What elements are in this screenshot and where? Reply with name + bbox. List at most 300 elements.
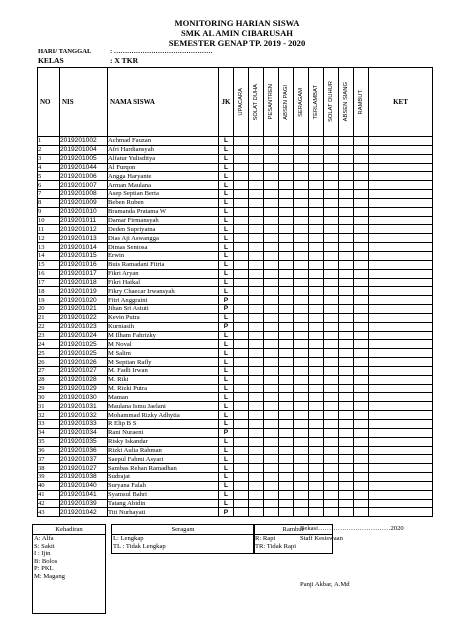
cell-check [309, 349, 324, 358]
legend-kehadiran [32, 524, 106, 614]
cell-jk: P [219, 305, 234, 314]
legend-item: P: PKL [34, 565, 54, 573]
cell-nis: 2019201017 [60, 269, 108, 278]
cell-check [234, 260, 249, 269]
cell-check [324, 402, 339, 411]
cell-check [249, 287, 264, 296]
cell-check [339, 198, 354, 207]
cell-name: M Salim [108, 349, 219, 358]
cell-ket [369, 331, 433, 340]
cell-check [309, 234, 324, 243]
cell-nis: 2019201018 [60, 278, 108, 287]
cell-check [339, 428, 354, 437]
cell-ket [369, 322, 433, 331]
cell-check [294, 473, 309, 482]
cell-check [354, 234, 369, 243]
cell-check [279, 278, 294, 287]
cell-check [324, 375, 339, 384]
date-row [38, 48, 213, 55]
cell-check [249, 278, 264, 287]
cell-name: Suryana Falah [108, 481, 219, 490]
cell-name: Damar Firmansyah [108, 216, 219, 225]
cell-check [249, 428, 264, 437]
cell-check [339, 455, 354, 464]
cell-name: Fikry Chaecar Irwansyah [108, 287, 219, 296]
cell-check [234, 216, 249, 225]
cell-check [249, 358, 264, 367]
cell-check [354, 137, 369, 146]
cell-name: Kurniasih [108, 322, 219, 331]
cell-check [294, 420, 309, 429]
cell-name: Deden Supriyatna [108, 225, 219, 234]
cell-check [279, 393, 294, 402]
cell-no: 2 [38, 145, 60, 154]
cell-check [354, 349, 369, 358]
cell-nis: 2019201007 [60, 181, 108, 190]
cell-check [339, 375, 354, 384]
cell-check [279, 464, 294, 473]
table-row [38, 198, 433, 207]
cell-check [354, 190, 369, 199]
cell-no: 8 [38, 198, 60, 207]
cell-check [294, 234, 309, 243]
cell-check [309, 163, 324, 172]
cell-ket [369, 366, 433, 375]
cell-check [309, 428, 324, 437]
cell-check [309, 260, 324, 269]
cell-check [264, 154, 279, 163]
cell-check [249, 331, 264, 340]
cell-name: Tatang Abidin [108, 499, 219, 508]
cell-check [339, 278, 354, 287]
cell-check [264, 402, 279, 411]
cell-check [339, 243, 354, 252]
cell-ket [369, 260, 433, 269]
cell-check [339, 384, 354, 393]
cell-check [294, 499, 309, 508]
cell-check [324, 464, 339, 473]
cell-ket [369, 181, 433, 190]
cell-check [279, 366, 294, 375]
cell-nis: 2019201039 [60, 499, 108, 508]
cell-no: 12 [38, 234, 60, 243]
cell-check [354, 384, 369, 393]
cell-check [264, 322, 279, 331]
cell-check [249, 446, 264, 455]
cell-check [279, 181, 294, 190]
cell-check [339, 437, 354, 446]
cell-check [354, 340, 369, 349]
cell-nis: 2019201035 [60, 437, 108, 446]
cell-check [294, 358, 309, 367]
cell-check [234, 464, 249, 473]
cell-check [324, 358, 339, 367]
cell-check [339, 287, 354, 296]
table-row [38, 251, 433, 260]
cell-check [234, 269, 249, 278]
cell-check [324, 340, 339, 349]
cell-no: 17 [38, 278, 60, 287]
cell-no: 27 [38, 366, 60, 375]
cell-jk: L [219, 145, 234, 154]
cell-check [309, 366, 324, 375]
legend-item: TR: Tidak Rapi [255, 542, 297, 550]
cell-ket [369, 243, 433, 252]
cell-jk: L [219, 499, 234, 508]
cell-check [354, 437, 369, 446]
cell-check [354, 278, 369, 287]
cell-check [264, 234, 279, 243]
cell-check [279, 437, 294, 446]
cell-check [249, 163, 264, 172]
cell-name: Mohammad Rizky Adhytia [108, 411, 219, 420]
table-row [38, 481, 433, 490]
cell-check [324, 198, 339, 207]
sign-role: Staff Kesiswaan [300, 535, 343, 542]
cell-jk: L [219, 358, 234, 367]
cell-no: 22 [38, 322, 60, 331]
cell-ket [369, 163, 433, 172]
cell-jk: L [219, 349, 234, 358]
col-header-solat-duha-label: SOLAT DUHA [253, 83, 259, 121]
cell-name: Risky Iskandar [108, 437, 219, 446]
cell-nis: 2019201016 [60, 260, 108, 269]
cell-check [279, 243, 294, 252]
table-row [38, 499, 433, 508]
cell-check [309, 322, 324, 331]
cell-check [234, 402, 249, 411]
cell-check [264, 172, 279, 181]
cell-nis: 2019201024 [60, 331, 108, 340]
cell-check [339, 420, 354, 429]
cell-check [354, 207, 369, 216]
cell-check [324, 499, 339, 508]
cell-jk: L [219, 278, 234, 287]
cell-name: Fitri Anggraini [108, 296, 219, 305]
cell-name: Syamsul Bahri [108, 490, 219, 499]
cell-name: M. Riki [108, 375, 219, 384]
cell-check [264, 508, 279, 517]
cell-check [354, 331, 369, 340]
cell-check [309, 455, 324, 464]
col-header-absen-siang-label: ABSEN SIANG [343, 82, 349, 122]
cell-check [339, 260, 354, 269]
cell-check [234, 322, 249, 331]
cell-ket [369, 225, 433, 234]
cell-check [294, 154, 309, 163]
cell-check [324, 428, 339, 437]
cell-nis: 2019201041 [60, 490, 108, 499]
legend-item: S: Sakit [34, 542, 55, 550]
cell-no: 11 [38, 225, 60, 234]
cell-check [294, 446, 309, 455]
cell-name: Jihan Sri Astuti [108, 305, 219, 314]
cell-check [249, 198, 264, 207]
cell-check [279, 251, 294, 260]
cell-ket [369, 481, 433, 490]
cell-check [309, 464, 324, 473]
cell-check [294, 287, 309, 296]
cell-ket [369, 428, 433, 437]
cell-check [264, 198, 279, 207]
cell-check [354, 313, 369, 322]
cell-check [294, 207, 309, 216]
cell-check [264, 305, 279, 314]
cell-check [264, 181, 279, 190]
cell-no: 3 [38, 154, 60, 163]
cell-check [324, 349, 339, 358]
col-header-rambut-label: RAMBUT [358, 89, 364, 115]
cell-check [294, 331, 309, 340]
cell-nis: 2019201033 [60, 420, 108, 429]
cell-check [324, 305, 339, 314]
cell-no: 10 [38, 216, 60, 225]
cell-name: Maulana Ismu Jaelani [108, 402, 219, 411]
cell-check [279, 384, 294, 393]
cell-check [324, 455, 339, 464]
cell-jk: L [219, 455, 234, 464]
cell-no: 32 [38, 411, 60, 420]
legend-panel [32, 524, 302, 614]
cell-nis: 2019201031 [60, 402, 108, 411]
class-row [38, 56, 138, 65]
cell-jk: L [219, 234, 234, 243]
cell-check [234, 154, 249, 163]
cell-nis: 2019201005 [60, 154, 108, 163]
cell-check [279, 375, 294, 384]
cell-ket [369, 464, 433, 473]
cell-no: 28 [38, 375, 60, 384]
cell-check [354, 428, 369, 437]
cell-ket [369, 375, 433, 384]
cell-no: 40 [38, 481, 60, 490]
cell-no: 23 [38, 331, 60, 340]
cell-check [309, 313, 324, 322]
cell-name: Achmad Fauzan [108, 137, 219, 146]
cell-name: M Ilham Fahrizky [108, 331, 219, 340]
cell-ket [369, 269, 433, 278]
cell-nis: 2019201012 [60, 225, 108, 234]
cell-name: Asep Septian Berta [108, 190, 219, 199]
cell-nis: 2019201020 [60, 296, 108, 305]
cell-check [324, 473, 339, 482]
cell-jk: P [219, 508, 234, 517]
cell-ket [369, 358, 433, 367]
cell-check [354, 420, 369, 429]
cell-no: 19 [38, 296, 60, 305]
cell-check [354, 269, 369, 278]
cell-jk: L [219, 269, 234, 278]
cell-check [279, 349, 294, 358]
cell-check [324, 296, 339, 305]
col-header-pesantren-label: PESANTREN [268, 84, 274, 120]
cell-check [354, 172, 369, 181]
cell-jk: L [219, 384, 234, 393]
cell-ket [369, 340, 433, 349]
cell-check [264, 384, 279, 393]
cell-check [324, 207, 339, 216]
cell-check [309, 358, 324, 367]
table-row [38, 420, 433, 429]
cell-check [294, 393, 309, 402]
cell-check [279, 296, 294, 305]
cell-check [249, 137, 264, 146]
cell-check [354, 305, 369, 314]
cell-check [339, 137, 354, 146]
table-row [38, 331, 433, 340]
cell-check [249, 305, 264, 314]
table-row [38, 243, 433, 252]
cell-nis: 2019201038 [60, 473, 108, 482]
cell-check [324, 278, 339, 287]
cell-check [234, 207, 249, 216]
cell-check [309, 331, 324, 340]
cell-check [309, 207, 324, 216]
cell-name: Beben Ruben [108, 198, 219, 207]
cell-check [279, 411, 294, 420]
cell-ket [369, 296, 433, 305]
semester-label: SEMESTER GENAP TP. 2019 - 2020 [168, 38, 306, 48]
cell-check [249, 181, 264, 190]
cell-jk: L [219, 481, 234, 490]
legend-item: TL : Tidak Lengkap [113, 542, 166, 550]
cell-no: 6 [38, 181, 60, 190]
cell-check [324, 490, 339, 499]
cell-check [264, 349, 279, 358]
cell-jk: L [219, 340, 234, 349]
cell-check [354, 181, 369, 190]
cell-check [354, 508, 369, 517]
cell-check [354, 473, 369, 482]
cell-check [279, 163, 294, 172]
col-header-terlambat-label: TERLAMBAT [313, 84, 319, 120]
col-header-jk: JK [219, 68, 234, 137]
cell-jk: L [219, 172, 234, 181]
cell-no: 13 [38, 243, 60, 252]
cell-nis: 2019201025 [60, 340, 108, 349]
cell-check [324, 437, 339, 446]
table-row [38, 287, 433, 296]
cell-no: 33 [38, 420, 60, 429]
cell-check [324, 260, 339, 269]
cell-check [309, 251, 324, 260]
cell-check [294, 243, 309, 252]
cell-ket [369, 420, 433, 429]
cell-name: Sudrajat [108, 473, 219, 482]
cell-check [324, 393, 339, 402]
cell-name: M Septian Rafly [108, 358, 219, 367]
class-label: KELAS [38, 56, 64, 65]
cell-check [234, 420, 249, 429]
cell-jk: P [219, 296, 234, 305]
cell-check [309, 411, 324, 420]
report-title: MONITORING HARIAN SISWA [174, 18, 300, 28]
cell-check [264, 428, 279, 437]
cell-check [264, 393, 279, 402]
cell-check [354, 464, 369, 473]
cell-name: Al Furqon [108, 163, 219, 172]
cell-jk: L [219, 260, 234, 269]
cell-jk: L [219, 216, 234, 225]
cell-check [339, 464, 354, 473]
school-name: SMK AL AMIN CIBARUSAH [181, 28, 293, 38]
cell-check [279, 305, 294, 314]
cell-check [249, 473, 264, 482]
cell-check [354, 216, 369, 225]
cell-check [339, 234, 354, 243]
cell-name: R Elip B S [108, 420, 219, 429]
cell-check [249, 234, 264, 243]
table-row [38, 296, 433, 305]
cell-check [234, 411, 249, 420]
cell-check [324, 411, 339, 420]
cell-check [294, 508, 309, 517]
cell-check [234, 340, 249, 349]
cell-check [279, 508, 294, 517]
cell-check [249, 190, 264, 199]
cell-ket [369, 473, 433, 482]
cell-check [264, 251, 279, 260]
cell-check [294, 349, 309, 358]
cell-check [294, 322, 309, 331]
cell-check [294, 402, 309, 411]
cell-nis: 2019201040 [60, 481, 108, 490]
cell-ket [369, 137, 433, 146]
cell-check [339, 181, 354, 190]
cell-check [309, 490, 324, 499]
cell-check [294, 437, 309, 446]
cell-jk: L [219, 437, 234, 446]
cell-check [294, 269, 309, 278]
cell-check [234, 331, 249, 340]
cell-check [249, 216, 264, 225]
cell-check [324, 181, 339, 190]
cell-no: 35 [38, 437, 60, 446]
cell-check [294, 225, 309, 234]
col-header-ket: KET [369, 68, 433, 137]
cell-check [279, 198, 294, 207]
cell-check [249, 366, 264, 375]
cell-no: 16 [38, 269, 60, 278]
cell-check [309, 225, 324, 234]
cell-name: M. Rizki Putra [108, 384, 219, 393]
cell-check [294, 411, 309, 420]
cell-jk: L [219, 464, 234, 473]
cell-check [324, 446, 339, 455]
cell-check [324, 251, 339, 260]
date-label: HARI/ TANGGAL [38, 48, 92, 55]
cell-check [354, 481, 369, 490]
cell-check [279, 428, 294, 437]
table-row [38, 437, 433, 446]
cell-check [354, 198, 369, 207]
cell-check [249, 260, 264, 269]
cell-check [264, 331, 279, 340]
cell-check [264, 216, 279, 225]
cell-jk: L [219, 402, 234, 411]
cell-check [294, 145, 309, 154]
table-header-row [38, 68, 433, 137]
cell-check [264, 260, 279, 269]
cell-nis: 2019201023 [60, 322, 108, 331]
cell-check [294, 305, 309, 314]
table-row [38, 163, 433, 172]
cell-check [354, 455, 369, 464]
cell-check [249, 499, 264, 508]
cell-check [264, 446, 279, 455]
table-row [38, 508, 433, 517]
cell-check [264, 207, 279, 216]
